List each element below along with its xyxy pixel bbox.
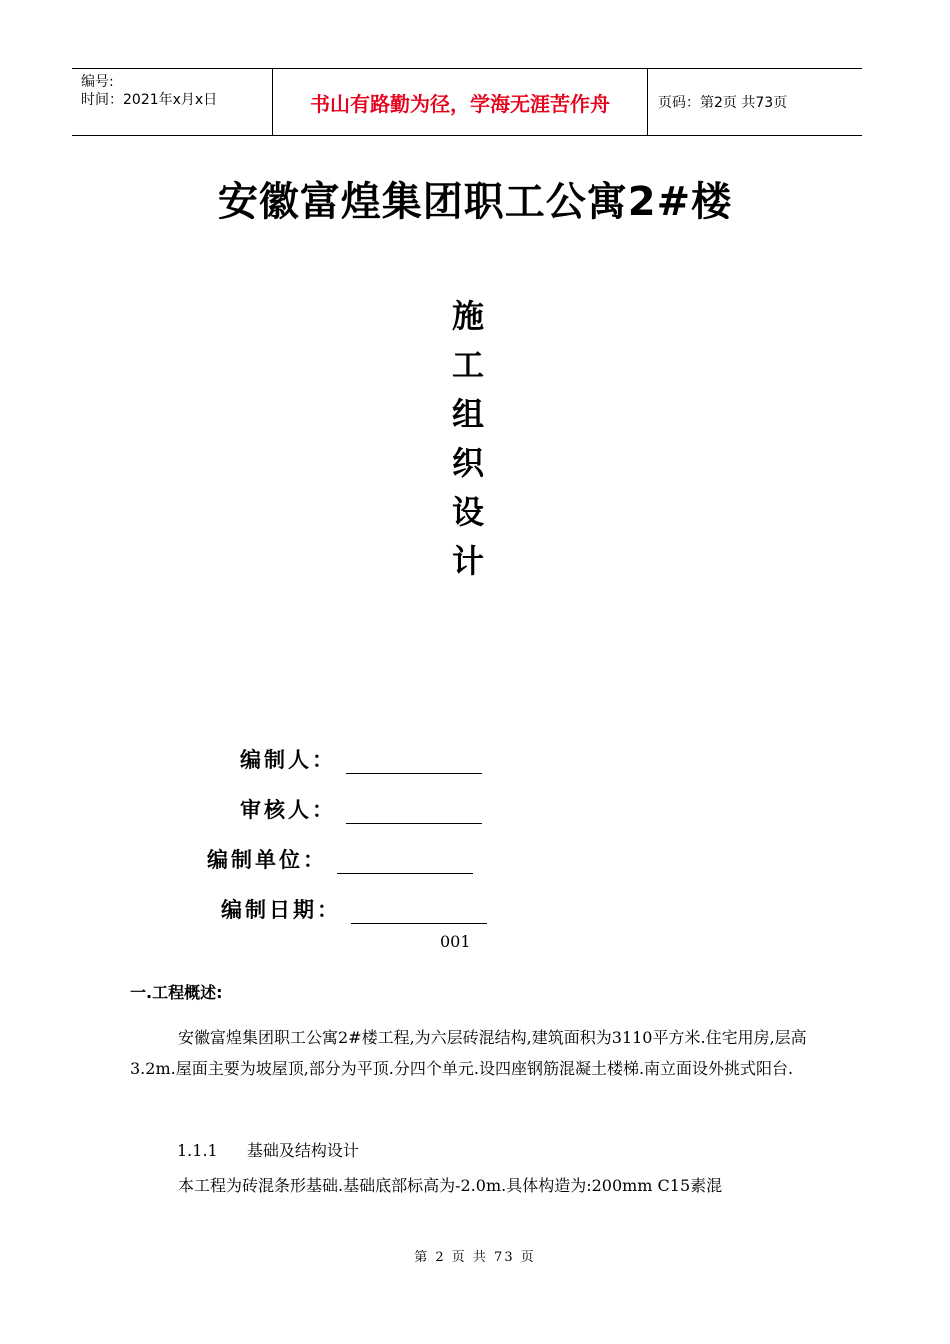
foundation-paragraph: 本工程为砖混条形基础.基础底部标高为-2.0m.具体构造为:200mm C15素混	[178, 1176, 723, 1195]
overview-paragraph: 安徽富煌集团职工公寓2#楼工程,为六层砖混结构,建筑面积为3110平方米.住宅用房,层高3.2m.屋面主要为坡屋顶,部分为平顶.分四个单元.设四座钢筋混凝土楼梯.南立面设外挑式阳台.	[130, 1028, 807, 1078]
time-label: 时间：2021年x月x日	[81, 92, 218, 108]
subsection-title: 基础及结构设计	[246, 1141, 359, 1160]
header-page-info: 页码：第2页 共73页	[658, 95, 788, 111]
sign-label: 编制单位：	[207, 848, 327, 872]
vertical-title	[448, 292, 488, 586]
sign-field-reviewer	[240, 794, 482, 824]
vertical-title-char: 施	[451, 297, 484, 335]
vertical-title-char: 计	[451, 542, 484, 580]
vertical-title-char: 织	[451, 444, 484, 482]
document-title: 安徽富煌集团职工公寓2#楼	[217, 179, 733, 225]
sign-label: 审核人：	[240, 798, 336, 822]
subsection-heading	[177, 1138, 359, 1161]
subsection-number: 1.1.1	[177, 1141, 218, 1160]
sign-label: 编制人：	[240, 748, 336, 772]
sign-label: 编制日期：	[221, 898, 341, 922]
number-label: 编号:	[81, 74, 114, 90]
vertical-title-char: 设	[451, 493, 484, 531]
sign-blank-line	[337, 853, 473, 874]
sign-field-date	[221, 894, 487, 924]
vertical-title-char: 工	[451, 346, 484, 384]
header-meta	[72, 69, 273, 135]
sign-blank-line	[346, 803, 482, 824]
section-heading: 一.工程概述:	[130, 983, 223, 1002]
sign-blank-line	[346, 753, 482, 774]
header-motto: 书山有路勤为径，学海无涯苦作舟	[273, 69, 648, 135]
vertical-title-char: 组	[451, 395, 484, 433]
sign-field-compiler	[240, 744, 482, 774]
sign-blank-line	[351, 903, 487, 924]
page-header	[72, 68, 862, 136]
sign-field-unit	[207, 844, 473, 874]
page-footer: 第 2 页 共 73 页	[414, 1250, 536, 1265]
document-code: 001	[440, 932, 471, 951]
